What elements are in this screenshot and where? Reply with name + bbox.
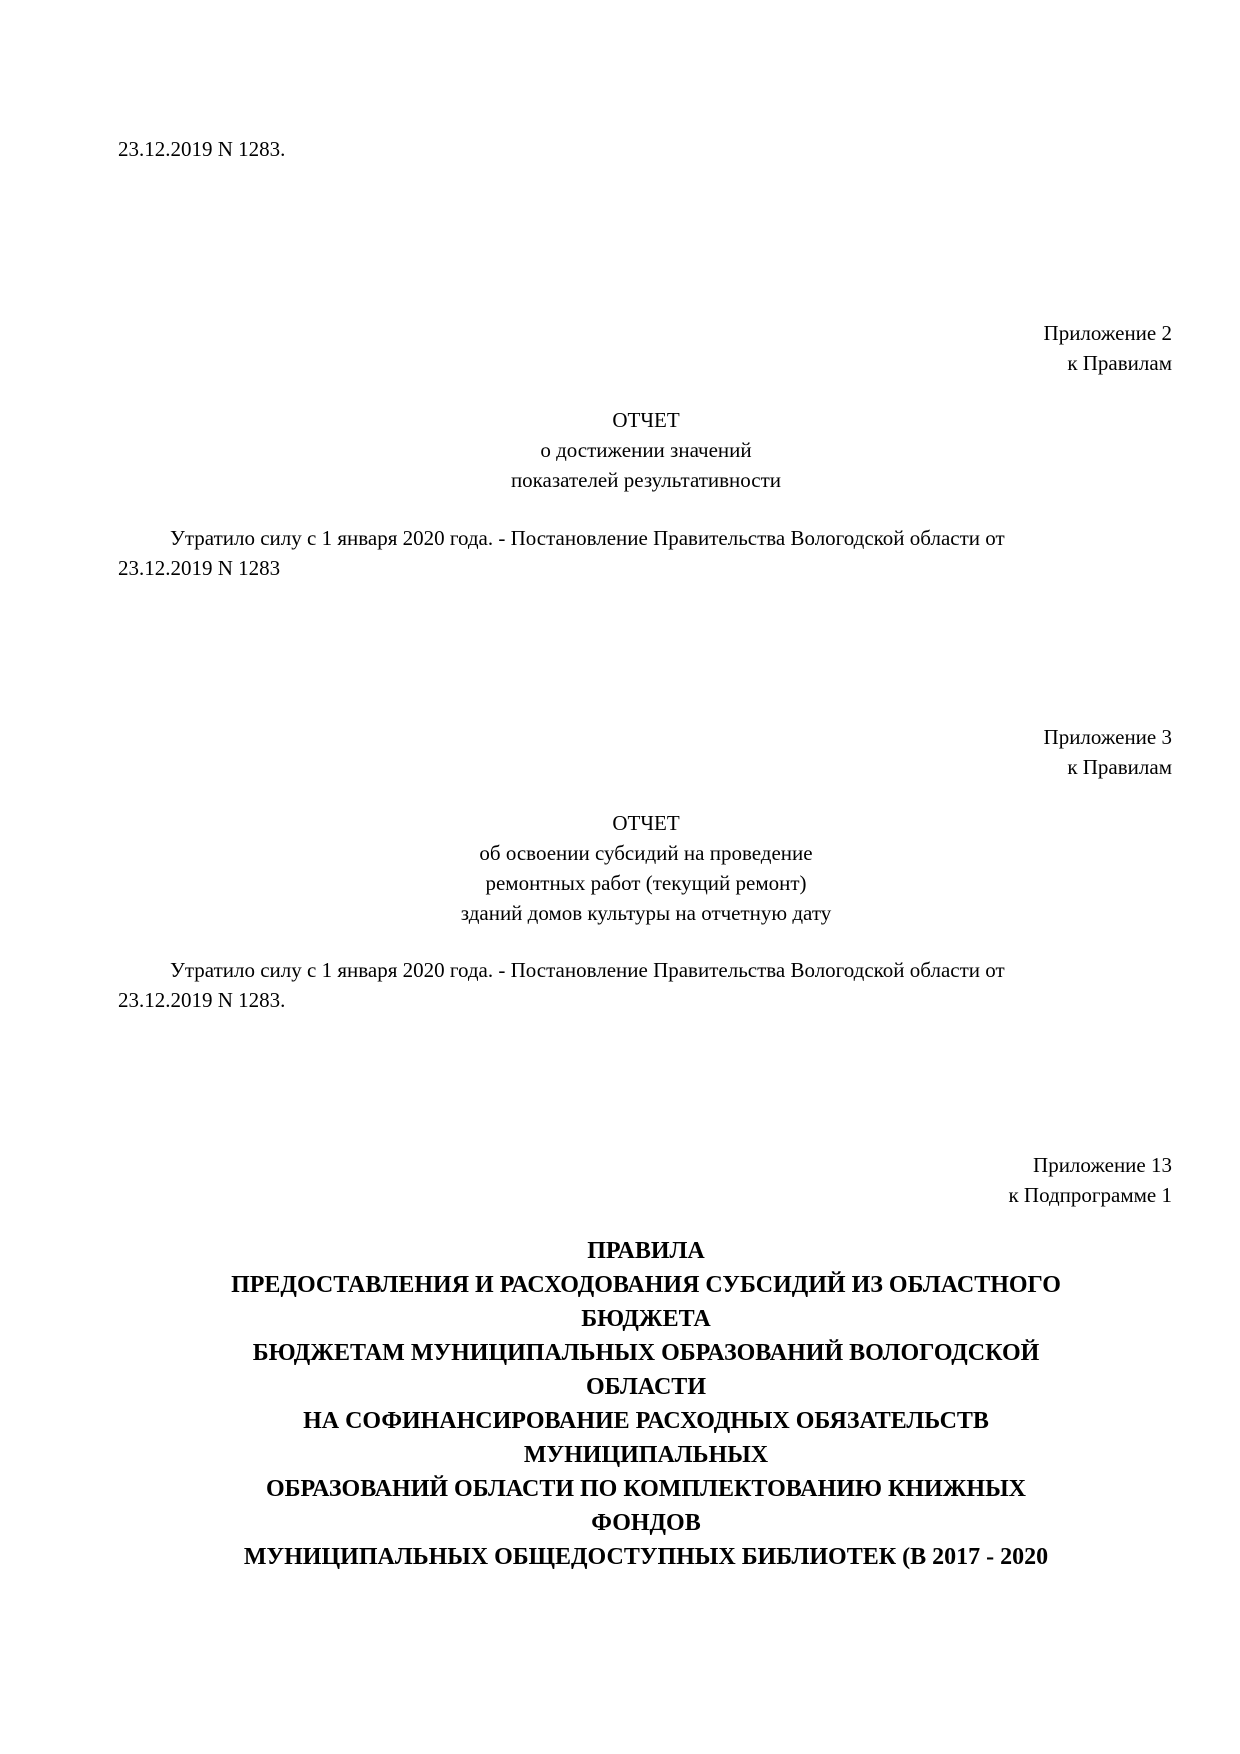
appendix-13-label-reference: к Подпрограмме 1 [1008,1183,1172,1207]
title-line: ОБРАЗОВАНИЙ ОБЛАСТИ ПО КОМПЛЕКТОВАНИЮ КНИЖНЫХ [266,1476,1026,1502]
appendix-2-status-line-1: Утратило силу с 1 января 2020 года. - Постановление Правительства Вологодской области от [170,526,1005,550]
appendix-13-label [1008,1150,1172,1210]
appendix-3-heading-block [118,808,1174,928]
appendix-2-subheading-line: о достижении значений [540,438,752,462]
appendix-2-status-line-2: 23.12.2019 N 1283 [118,556,281,580]
appendix-2-heading-block [118,405,1174,495]
title-line: НА СОФИНАНСИРОВАНИЕ РАСХОДНЫХ ОБЯЗАТЕЛЬСТВ [303,1408,989,1434]
appendix-2-status-note [118,523,1174,583]
appendix-2-label-reference: к Правилам [1067,351,1172,375]
title-line: ОБЛАСТИ [586,1374,706,1400]
appendix-3-subheading-line: ремонтных работ (текущий ремонт) [485,871,807,895]
top-continuation-text: 23.12.2019 N 1283. [118,137,286,161]
appendix-2-heading: ОТЧЕТ [612,408,680,432]
title-line: МУНИЦИПАЛЬНЫХ [523,1442,769,1468]
appendix-13-label-number: Приложение 13 [1033,1153,1172,1177]
appendix-3-label-number: Приложение 3 [1043,725,1172,749]
appendix-3-label-reference: к Правилам [1067,755,1172,779]
title-line: ФОНДОВ [591,1510,701,1536]
appendix-3-subheading-line: об освоении субсидий на проведение [479,841,813,865]
appendix-3-status-note [118,955,1174,1015]
title-line: БЮДЖЕТАМ МУНИЦИПАЛЬНЫХ ОБРАЗОВАНИЙ ВОЛОГОДСКОЙ [252,1340,1040,1366]
appendix-2-label [1044,318,1172,378]
title-line: МУНИЦИПАЛЬНЫХ ОБЩЕДОСТУПНЫХ БИБЛИОТЕК (В 2017 - 2020 [243,1544,1049,1570]
appendix-13-title [118,1234,1174,1574]
appendix-3-heading: ОТЧЕТ [612,811,680,835]
appendix-3-status-line-2: 23.12.2019 N 1283. [118,988,286,1012]
appendix-3-subheading-line: зданий домов культуры на отчетную дату [460,901,832,925]
appendix-2-subheading-line: показателей результативности [510,468,782,492]
title-line: БЮДЖЕТА [581,1306,711,1332]
appendix-3-status-line-1: Утратило силу с 1 января 2020 года. - Постановление Правительства Вологодской области от [170,958,1005,982]
title-line: ПРЕДОСТАВЛЕНИЯ И РАСХОДОВАНИЯ СУБСИДИЙ ИЗ ОБЛАСТНОГО [231,1272,1061,1298]
appendix-2-label-number: Приложение 2 [1043,321,1172,345]
appendix-3-label [1044,722,1172,782]
title-line: ПРАВИЛА [587,1238,705,1264]
